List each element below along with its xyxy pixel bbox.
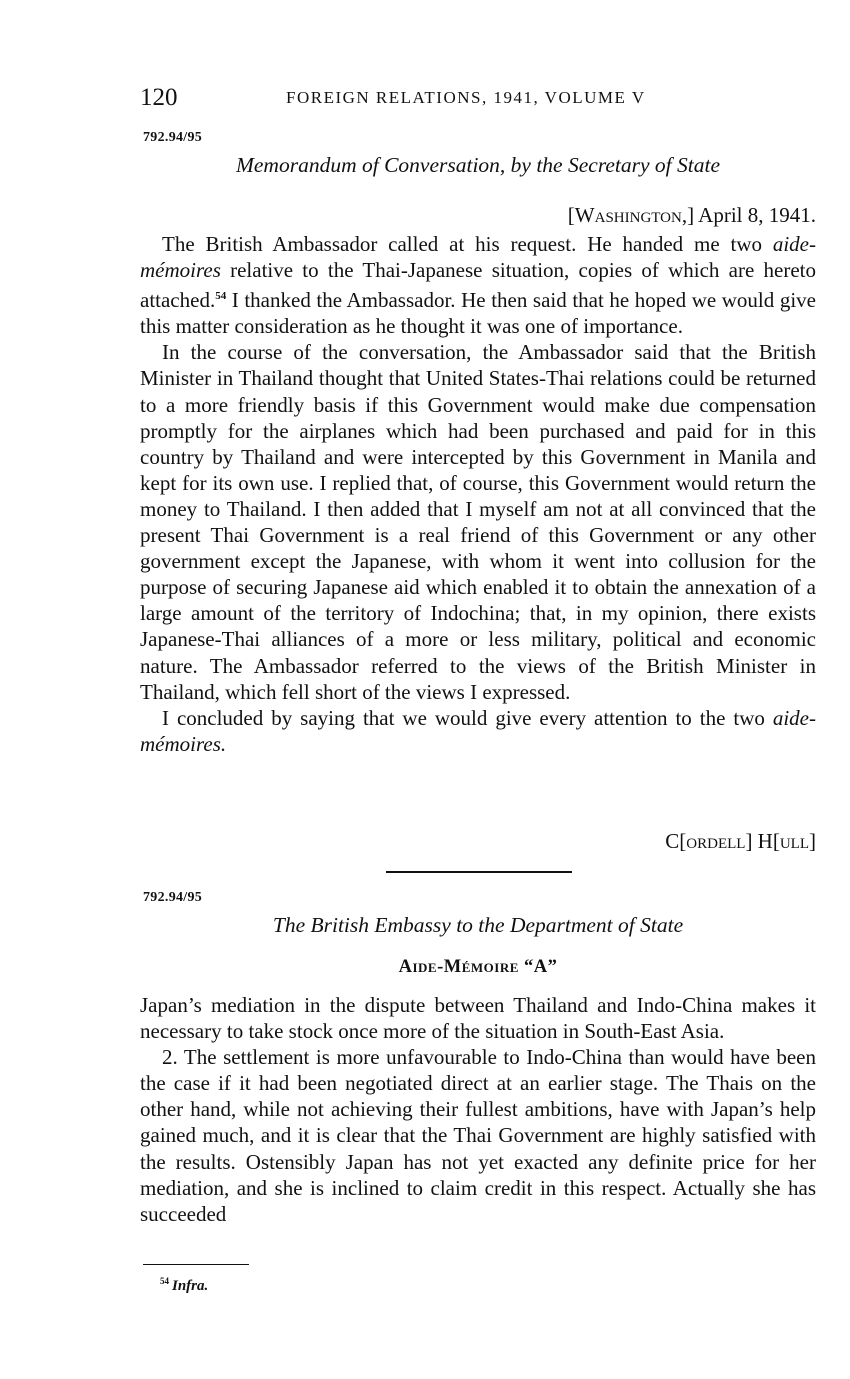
footnote-marker: 54	[160, 1276, 169, 1286]
aide-memoire-heading: Aide-Mémoire “A”	[398, 957, 558, 977]
page-number: 120	[140, 84, 178, 111]
aide-body	[140, 992, 816, 1227]
memo-file-number: 792.94/95	[143, 130, 203, 145]
memo-title: Memorandum of Conversation, by the Secretary of State	[235, 153, 721, 177]
aide-file-number: 792.94/95	[143, 890, 203, 905]
memo-signature: C[ordell] H[ull]	[665, 829, 816, 853]
running-title: FOREIGN RELATIONS, 1941, VOLUME V	[286, 88, 646, 107]
aide-paragraph-2: 2. The settlement is more unfavourable to Indo-China than would have been the case if it had been negotiated direct at an earlier stage. The Thais on the other hand, while not achieving their fullest ambitions, have with Japan’s help gained much, and it is clear that the Thai Government are highly satisfied with the results. Ostensibly Japan has not yet exacted any definite price for her mediation, and she is inclined to claim credit in this respect. Actually she has succeeded	[140, 1045, 816, 1226]
footnote-text: Infra.	[172, 1278, 209, 1294]
page-header	[140, 84, 816, 114]
aide-title: The British Embassy to the Department of State	[272, 913, 684, 937]
section-divider	[386, 871, 572, 873]
aide-memoires-term: aide-mémoires	[140, 232, 816, 283]
dateline-date: April 8, 1941.	[698, 203, 816, 227]
memo-paragraph-1: The British Ambassador called at his request. He handed me two aide-mémoires relative to the Thai-Japanese situation, copies of which are hereto attached.$^{54}$ I thanked the Ambassador. He then said that he hoped we would give this matter consideration as he thought it was one of importance.	[140, 232, 816, 339]
footnote-divider	[143, 1264, 249, 1265]
footnote-reference: 54	[215, 290, 227, 303]
aide-paragraph-1: Japan’s mediation in the dispute between Thailand and Indo-China makes it necessary to take stock once more of the situation in South-East Asia.	[140, 993, 816, 1044]
memo-paragraph-2: In the course of the conversation, the Ambassador said that the British Minister in Thailand thought that United States-Thai relations could be returned to a more friendly basis if this Government would make due compensation promptly for the airplanes which had been purchased and paid for in this country by Thailand and were intercepted by this Government in Manila and kept for its own use. I replied that, of course, this Government would return the money to Thailand. I then added that I myself am not at all convinced that the present Thai Government is a real friend of this Government or any other government except the Japanese, with whom it went into collusion for the purpose of securing Japanese aid which enabled it to obtain the annexation of a large amount of the territory of Indochina; that, in my opinion, there exists Japanese-Thai alliances of a more or less military, political and economic nature. The Ambassador referred to the views of the British Minister in Thailand, which fell short of the views I expressed.	[140, 340, 816, 704]
aide-memoires-term: aide-mémoires.	[140, 705, 816, 756]
footnote	[160, 1276, 208, 1295]
dateline-place: [Washington,]	[567, 203, 695, 227]
memo-body	[140, 231, 816, 757]
memo-paragraph-3: I concluded by saying that we would give every attention to the two aide-mémoires.	[140, 705, 816, 756]
memo-dateline	[140, 203, 816, 228]
